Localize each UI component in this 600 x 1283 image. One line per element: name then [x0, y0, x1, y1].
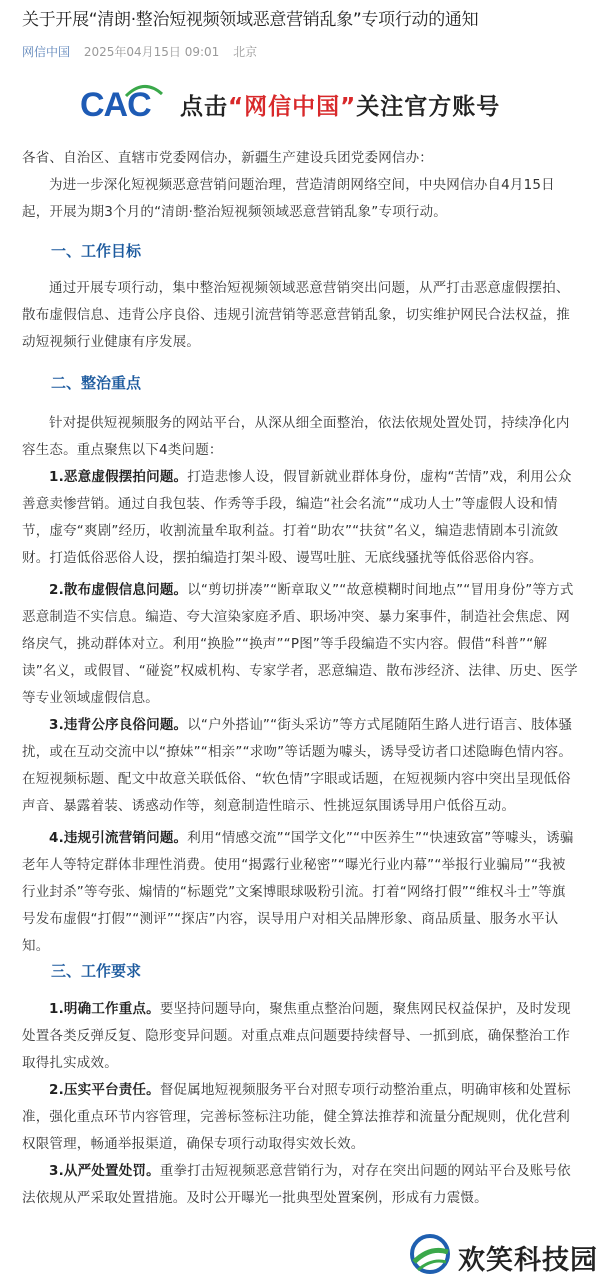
intro-paragraph: 为进一步深化短视频恶意营销问题治理，营造清朗网络空间，中央网信办自4月15日起，开展为期3个月的“清朗·整治短视频领域恶意营销乱象”专项行动。: [22, 177, 555, 220]
banner-suffix: 关注官方账号: [356, 94, 501, 120]
focus-item-1-title: 1.恶意虚假摆拍问题。: [49, 469, 188, 485]
focus-item-2-text: 以“剪切拼凑”“断章取义”“故意模糊时间地点”“冒用身份”等方式恶意制造不实信息。编造、夸大渲染家庭矛盾、职场冲突、暴力案事件，制造社会焦虑、网络戾气，挑动群体对立。利用“换脸”“换声”“P图”等手段编造不实内容。假借“科普”“解读”名义，或假冒、“碰瓷”权威机构、专家学者，恶意编造、散布涉经济、法律、历史、医学等专业领域虚假信息。: [22, 582, 578, 706]
focus-item-4-title: 4.违规引流营销问题。: [49, 830, 188, 846]
cac-logo: CAC: [80, 86, 151, 124]
article-meta: [22, 43, 257, 60]
globe-logo-icon: [408, 1232, 452, 1276]
focus-item-4: [22, 825, 578, 960]
greeting: 各省、自治区、直辖市党委网信办，新疆生产建设兵团党委网信办：: [22, 150, 433, 166]
requirement-item-1-title: 1.明确工作重点。: [49, 1001, 160, 1017]
follow-banner[interactable]: [80, 80, 530, 130]
section-heading-focus: 二、整治重点: [51, 374, 142, 392]
banner-text: [180, 88, 500, 121]
article-title: 关于开展“清朗·整治短视频领域恶意营销乱象”专项行动的通知: [22, 10, 479, 30]
focus-item-2-title: 2.散布虚假信息问题。: [49, 582, 188, 598]
focus-item-2: [22, 577, 578, 712]
requirement-item-2: [22, 1077, 578, 1158]
section-heading-requirements: 三、工作要求: [51, 962, 142, 980]
focus-item-3: [22, 712, 578, 820]
focus-item-3-text: 以“户外搭讪”“街头采访”等方式尾随陌生路人进行语言、肢体骚扰，或在互动交流中以“撩妹”“相亲”“求吻”等话题为噱头，诱导受访者口述隐晦色情内容。在短视频标题、配文中故意关联低俗、“软色情”字眼或话题，在短视频内容中突出呈现低俗声音、暴露着装、诱惑动作等，刻意制造性暗示、性挑逗氛围诱导用户低俗互动。: [22, 717, 573, 814]
banner-prefix: 点击: [180, 94, 228, 120]
banner-highlight: “网信中国”: [228, 94, 357, 120]
goals-paragraph: 通过开展专项行动，集中整治短视频领域恶意营销突出问题，从严打击恶意虚假摆拍、散布虚假信息、违背公序良俗、违规引流营销等恶意营销乱象，切实维护网民合法权益，推动短视频行业健康有序发展。: [22, 280, 570, 350]
focus-item-1-text: 打造悲惨人设，假冒新就业群体身份，虚构“苦情”戏，利用公众善意卖惨营销。通过自我包装、作秀等手段，编造“社会名流”“成功人士”等虚假人设和情节，虚夸“爽剧”经历，收割流量牟取利益。打着“助农”“扶贫”名义，编造悲情剧本引流敛财。打造低俗恶俗人设，摆拍编造打架斗殴、谩骂吐脏、无底线骚扰等低俗恶俗内容。: [22, 469, 572, 566]
section-heading-goals: 一、工作目标: [51, 242, 142, 260]
watermark-text: 欢笑科技园: [458, 1245, 598, 1276]
requirement-item-3-text: 重拳打击短视频恶意营销行为，对存在突出问题的网站平台及账号依法依规从严采取处置措施。及时公开曝光一批典型处置案例，形成有力震慑。: [22, 1163, 571, 1206]
requirement-item-2-title: 2.压实平台责任。: [49, 1082, 160, 1098]
site-watermark: [408, 1232, 598, 1278]
requirement-item-1-text: 要坚持问题导向，聚焦重点整治问题，聚焦网民权益保护，及时发现处置各类反弹反复、隐形变异问题。对重点难点问题要持续督导、一抓到底，确保整治工作取得扎实成效。: [22, 1001, 571, 1071]
requirement-item-3-title: 3.从严处置处罚。: [49, 1163, 160, 1179]
focus-item-4-text: 利用“情感交流”“国学文化”“中医养生”“快速致富”等噱头，诱骗老年人等特定群体非理性消费。使用“揭露行业秘密”“曝光行业内幕”“举报行业骗局”“我被行业封杀”等夸张、煽情的“标题党”文案博眼球吸粉引流。打着“网络打假”“维权斗士”等旗号发布虚假“打假”“测评”“探店”内容，误导用户对相关品牌形象、商品质量、服务水平认知。: [22, 830, 574, 954]
requirement-item-1: [22, 996, 578, 1077]
requirement-item-3: [22, 1158, 578, 1212]
requirement-item-2-text: 督促属地短视频服务平台对照专项行动整治重点，明确审核和处置标准，强化重点环节内容管理，完善标签标注功能，健全算法推荐和流量分配规则，优化营利权限管理，畅通举报渠道，确保专项行动取得实效长效。: [22, 1082, 571, 1152]
publish-time: 2025年04月15日 09:01: [83, 45, 220, 59]
focus-item-3-title: 3.违背公序良俗问题。: [49, 717, 188, 733]
source-link[interactable]: 网信中国: [22, 45, 71, 59]
focus-intro-paragraph: 针对提供短视频服务的网站平台，从深从细全面整治，依法依规处置处罚，持续净化内容生态。重点聚焦以下4类问题：: [22, 415, 570, 458]
publish-location: 北京: [233, 45, 258, 59]
focus-item-1: [22, 464, 578, 572]
